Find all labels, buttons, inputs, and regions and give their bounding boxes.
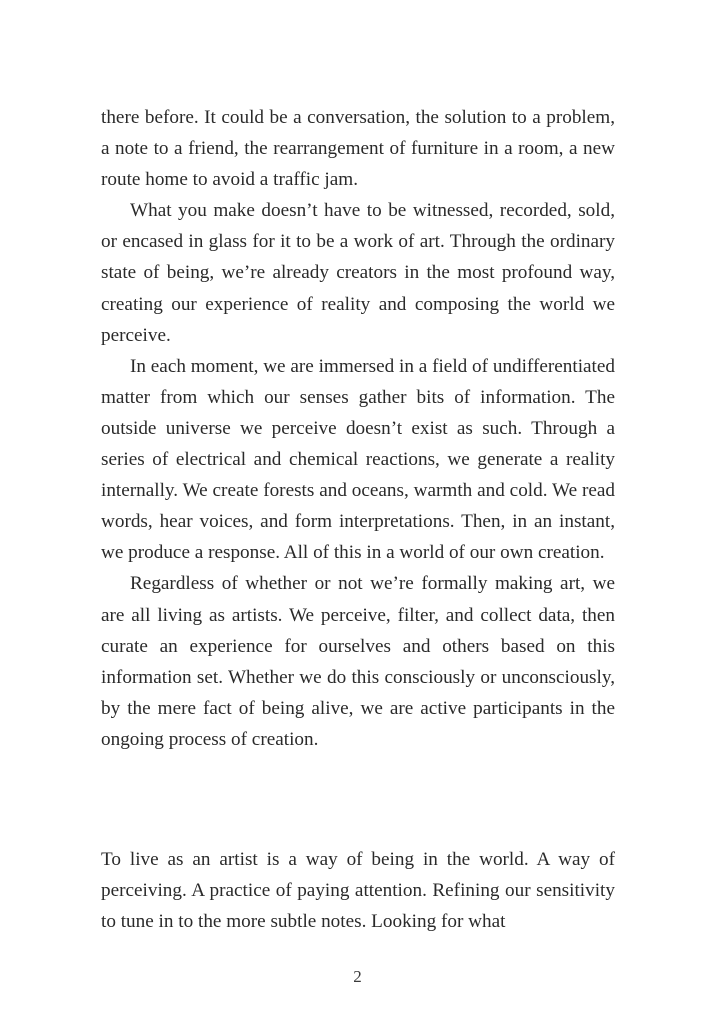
paragraph-live-as-artist: To live as an artist is a way of being in the world. A way of perceiving. A practice of paying attention. Refining our sensitivity to tune in to the more subtle notes. Looking for what (101, 849, 615, 933)
main-text-block (101, 102, 615, 755)
paragraph-living-as-artists: Regardless of whether or not we’re formally making art, we are all living as artists. We perceive, filter, and collect data, then curate an experience for ourselves and others based on this information set. Whether we do this consciously or unconsciously, by the mere fact of being alive, we are active participants in the ongoing process of creation. (101, 573, 615, 750)
paragraph-field-of-matter: In each moment, we are immersed in a field of undifferentiated matter from which our senses gather bits of information. The outside universe we perceive doesn’t exist as such. Through a series of electrical and chemical reactions, we generate a reality internally. We create forests and oceans, warmth and cold. We read words, hear voices, and form interpretations. Then, in an instant, we produce a response. All of this in a world of our own creation. (101, 355, 615, 564)
paragraph-continuation: there before. It could be a conversation, the solution to a problem, a note to a friend, the rearrangement of furniture in a room, a new route home to avoid a traffic jam. (101, 107, 615, 191)
page-number: 2 (353, 967, 362, 986)
paragraph-work-of-art: What you make doesn’t have to be witnessed, recorded, sold, or encased in glass for it to be a work of art. Through the ordinary state of being, we’re already creators in the most profound way, creating our experience of reality and composing the world we perceive. (101, 200, 615, 346)
section-text-block (101, 844, 615, 937)
